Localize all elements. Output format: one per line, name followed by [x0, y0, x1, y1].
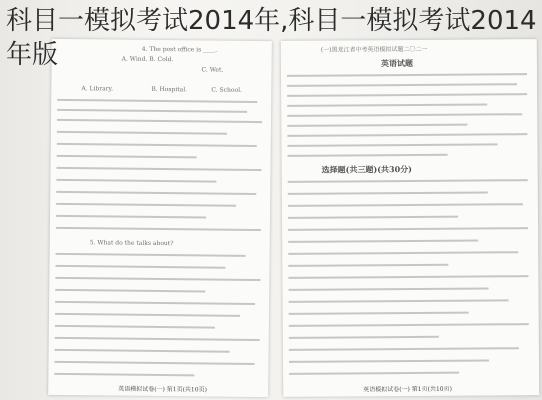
left-page-footer: 英语模拟试卷(一) 第1页(共10页) [118, 385, 207, 394]
title-overlay [0, 0, 542, 80]
right-section-heading: 选择题(共三题)(共30分) [321, 163, 412, 175]
left-header-line-1: 4. The post office is ____. [141, 45, 218, 54]
left-option-4: C. School. [211, 86, 242, 94]
left-option-3: B. Hospital. [151, 85, 188, 94]
exam-page-right [281, 39, 539, 397]
right-top-caption: (一)黑龙江省中考英语模拟试题二〇二一 [320, 45, 428, 54]
left-option-1: C. Wet. [201, 66, 224, 74]
exam-page-left [48, 39, 272, 397]
page-title: 科目一模拟考试2014年,科目一模拟考试2014年版 [6, 6, 537, 70]
right-stamp: 英语试题 [380, 57, 413, 69]
right-page-footer: 英语模拟试卷(一) 第1页(共10页) [363, 385, 452, 394]
left-header-line-2: A. Wind. B. Cold. [121, 55, 174, 64]
left-question: 5. What do the talks about? [89, 239, 174, 248]
left-option-2: A. Library. [81, 85, 114, 93]
